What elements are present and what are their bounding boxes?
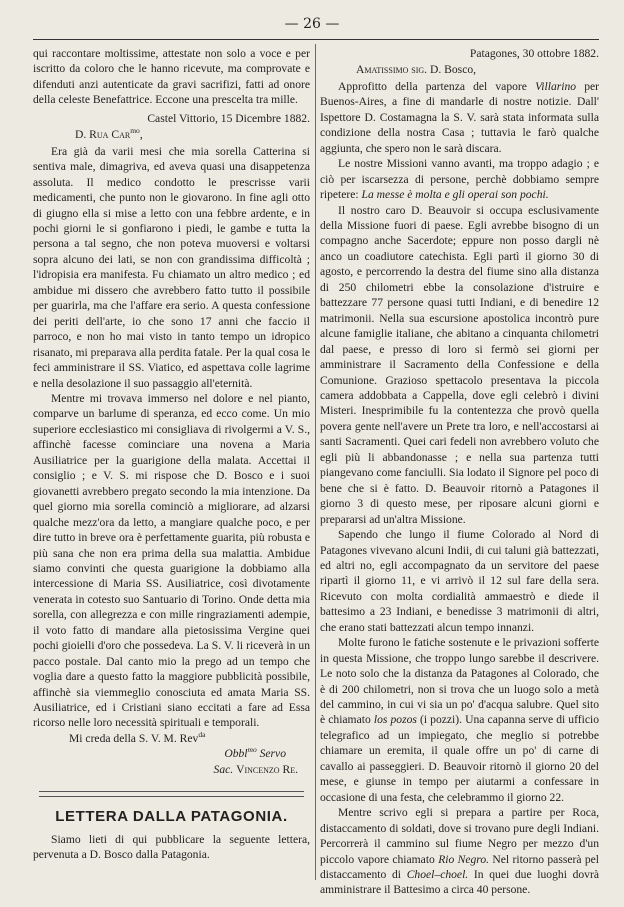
column-divider <box>315 44 316 880</box>
left-column <box>33 46 310 896</box>
letter-place-date: Patagones, 30 ottobre 1882. <box>469 47 599 60</box>
letter-paragraph: Mentre scrivo egli si prepara a partire per Roca, distaccamento di soldati, dove si trovano pure degli Indiani. Percorrerà il cammino sul fiume Negro per mezzo d'un piccolo vapore chiamato Rio Negro. Nel ritorno passerà pel distaccamento di Choel–choel. In quei due luoghi dovrà amministrare il Battesimo a circa 40 persone. <box>320 806 599 896</box>
letter-paragraph: Molte furono le fatiche sostenute e le privazioni sofferte in questa Missione, che troppo lungo sarebbe il descrivere. Le noto solo che la distanza da Patagones al Colorado, che è di 200 chilometri, non si trova che un luogo solo a metà del cammino, in cui vi sia un po' d'acqua salubre. Quel sito è chiamato los pozos (i pozzi). Una capanna serve di ufficio telegrafico ad un impiegato, che meglio si potrebbe chiamare un eremita, il quale offre un po' di carne di cavallo ai passeggieri. D. Beauvoir ritornò il giorno 20 del mese, e giunse in tempo per aiutarmi a confessare in occasione di una festa, che celebrammo il giorno 22. <box>320 636 599 804</box>
letter-paragraph: Approfitto della partenza del vapore Villarino per Buenos-Aires, a fine di mandarle di nostre notizie. Dall' Ispettore D. Costamagna la S. V. sarà stata informata sulla condizione della nostra Casa ; tuttavia le farò qualche aggiunta, che spero non le sarà discara. <box>320 79 599 155</box>
letter-paragraph: Il nostro caro D. Beauvoir si occupa esclusivamente della Missione fuori di paese. Egli avrebbe bisogno di un compagno anche Sacerdote; eppure non posso dargli nè anco un coadiutore catechista. Egli partì il giorno 30 di agosto, e percorrendo la destra del fiume sino alla distanza di 250 chilometri ebbe la consolazione d'istruire e battezzare 77 persone quasi tutti Indiani, e di benedire 12 matrimonii. Nella sua escursione apostolica incontrò pure alcune famiglie italiane, che abitano a cinquanta chilometri dal paese, e presso di loro si fermò sei giorni per amministrare il Sacramento della Confessione e della Comunione. Grazioso spettacolo presentava la piccola camera addobbata a Cappella, dove egli celebrò i divini Misteri. Inesprimibile fu la contentezza che provò quella povera gente nell'avere un Prete tra loro, e nell'accostarsi ai santi Sacramenti. Quei cari fedeli non avrebbero voluto che egli più li abbandonasse ; e nella sua partenza tutti piangevano come fanciulli. Sia lodato il Signore pel poco di bene che si è fatto. D. Beauvoir ritornò a Patagones il giorno 3 di questo mese, per riposare alcuni giorni e prepararsi ad un'altra Missione. <box>320 203 599 526</box>
section-title: LETTERA DALLA PATAGONIA. <box>55 808 288 826</box>
letter-closing: Mi creda della S. V. M. Rev$^{da}$ <box>69 730 206 745</box>
letter-paragraph: Le nostre Missioni vanno avanti, ma troppo adagio ; e ciò per iscarsezza di persone, perchè dobbiamo sempre ripetere: La messe è molta e gli operai son pochi. <box>320 157 599 202</box>
signature-title: Obbl$^{mo}$ Servo <box>224 745 286 761</box>
letter-salutation: Amatissimo sig. D. Bosco, <box>356 63 477 77</box>
section-intro: Siamo lieti di qui pubblicare la seguente lettera, pervenuta a D. Bosco dalla Patagonia. <box>33 832 310 862</box>
letter-paragraph: Era già da varii mesi che mia sorella Catterina si sentiva male, dimagriva, ed aveva quasi una disappetenza assoluta. Il medico condotto le prescrisse varii medicamenti, che punto non le giovarono. In fine agli otto di giugno ella si mise a letto con una febbre ardente, e in pochi giorni le si gonfiarono i piedi, le gambe e tutta la persona a tal segno, che non poteva muoversi e voltarsi sopra alcuno dei lati, se non con grandissima difficoltà ; l'idropisia era manifesta. Fu chiamato un altro medico ; ed ambidue mi dissero che avrebbero fatto tutto il possibile per guarirla, ma che l'affare era serio. A questa confessione dei periti dell'arte, io che sono 17 anni che faccio il parroco, e non ho mai visto in tanto tempo un idropico risanato, mi preparava alla perdita fatale. Per la qual cosa le feci amministrare il SS. Viatico, ed aspettava colle lagrime e nella desolazione il suo passaggio all'eternità. <box>33 144 310 390</box>
header-rule <box>33 39 599 40</box>
intro-text: qui raccontare moltissime, attestate non solo a voce e per iscritto da coloro che le hanno ricevute, ma comprovate e difenduti anzi autenticate da gravi sacrifizi, fatti ad onore della celeste Benefattrice. Eccone una prescelta tra mille. <box>33 47 310 107</box>
letter-salutation: D. Rua Car$^{mo}$, <box>75 126 143 142</box>
recipient-name: Rua Car <box>89 128 131 142</box>
signature-name: Sac. Vincenzo Re. <box>213 762 298 776</box>
page-number: — 26 — <box>284 16 340 32</box>
section-separator <box>39 791 304 797</box>
letter-place-date: Castel Vittorio, 15 Dicembre 1882. <box>147 111 310 125</box>
letter-paragraph: Sapendo che lungo il fiume Colorado al Nord di Patagones vivevano alcuni Indii, di cui taluni già battezzati, ed altri no, egli accompagnato da un servitore del paese ripartì il giorno 11, e vi arrivò il 12 sul fare della sera. Ricevuto con molta cordialità ammaestrò e diede il battesimo a 23 Indiani, e benedisse 3 matrimonii di altri, che erano stati battezzati alcun tempo innanzi. <box>320 528 599 634</box>
letter-paragraph: Mentre mi trovava immerso nel dolore e nel pianto, comparve un barlume di speranza, ed ecco come. Un mio superiore ecclesiastico mi consigliava di rivolgermi a V. S., affinchè facesse cominciare una novena a Maria Ausiliatrice per la guarigione della malata. Accettai il consiglio ; e V. S. mi rispose che D. Bosco e i suoi giovanetti avrebbero pregato secondo la mia intenzione. Da quel giorno mia sorella cominciò a migliorare, ad alzarsi qualche mezz'ora da letto, a mangiare qualche poco, e per dire tutto in breve ora è perfettamente guarita, più robusta e più sana che non era prima della sua malattia. Ambidue siamo convinti che questa guarigione la dobbiamo alla intercessione di Maria SS. Ausiliatrice, così divotamente venerata in cotesto suo Santuario di Torino. Onde detta mia sorella, con allegrezza e con mille ringraziamenti adempie, il voto fatto di mandare alla pietosissima Vergine quei pochi gioielli d'oro che possedeva. La S. V. li riceverà in un pacco postale. Dal canto mio la prego ad un tempo che voglia dare a questo fatto la maggiore pubblicità possibile, affinchè sia viemmeglio conosciuta ed amata Maria SS. Ausiliatrice, ed i Cristiani siano eccitati a fare ad Essa ricorso nelle loro necessità spirituali e temporali. <box>33 391 310 730</box>
right-column <box>320 46 599 896</box>
